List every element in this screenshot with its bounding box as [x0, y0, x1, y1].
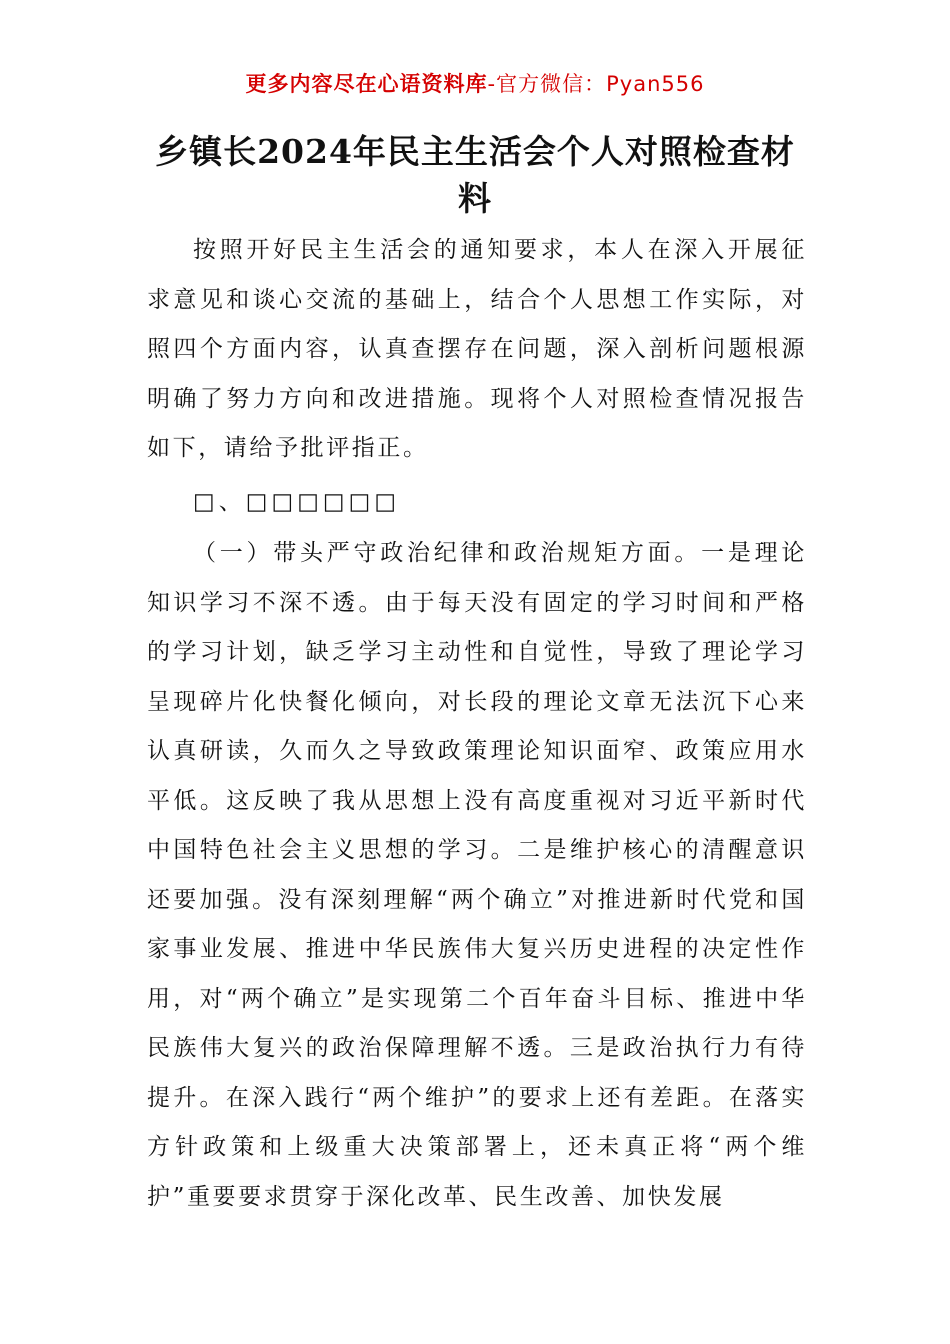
intro-paragraph: 按照开好民主生活会的通知要求，本人在深入开展征求意见和谈心交流的基础上，结合个人思想工作实际，对照四个方面内容，认真查摆存在问题，深入剖析问题根源明确了努力方向和改进措施。现将个人对照检查情况报告如下，请给予批评指正。 [147, 237, 807, 461]
section-paragraph: （一）带头严守政治纪律和政治规矩方面。一是理论知识学习不深不透。由于每天没有固定的学习时间和严格的学习计划，缺乏学习主动性和自觉性，导致了理论学习呈现碎片化快餐化倾向，对长段的理论文章无法沉下心来认真研读，久而久之导致政策理论知识面窄、政策应用水平低。这反映了我从思想上没有高度重视对习近平新时代中国特色社会主义思想的学习。二是维护核心的清醒意识还要加强。没有深刻理解“两个确立”对推进新时代党和国家事业发展、推进中华民族伟大复兴历史进程的决定性作用，对“两个确立”是实现第二个百年奋斗目标、推进中华民族伟大复兴的政治保障理解不透。三是政治执行力有待提升。在深入践行“两个维护”的要求上还有差距。在落实方针政策和上级重大决策部署上，还未真正将“两个维护”重要要求贯穿于深化改革、民生改善、加快发展 [147, 540, 807, 1210]
promo-banner [0, 70, 950, 98]
banner-wechat-id: Pyan556 [606, 72, 705, 96]
document-body [147, 226, 807, 1222]
banner-wechat-label: -官方微信： [487, 72, 607, 96]
banner-source-text: 更多内容尽在心语资料库 [245, 72, 488, 96]
document-title: 乡镇长2024年民主生活会个人对照检查材料 [155, 132, 795, 218]
section-heading: □、□□□□□□ [193, 488, 401, 515]
